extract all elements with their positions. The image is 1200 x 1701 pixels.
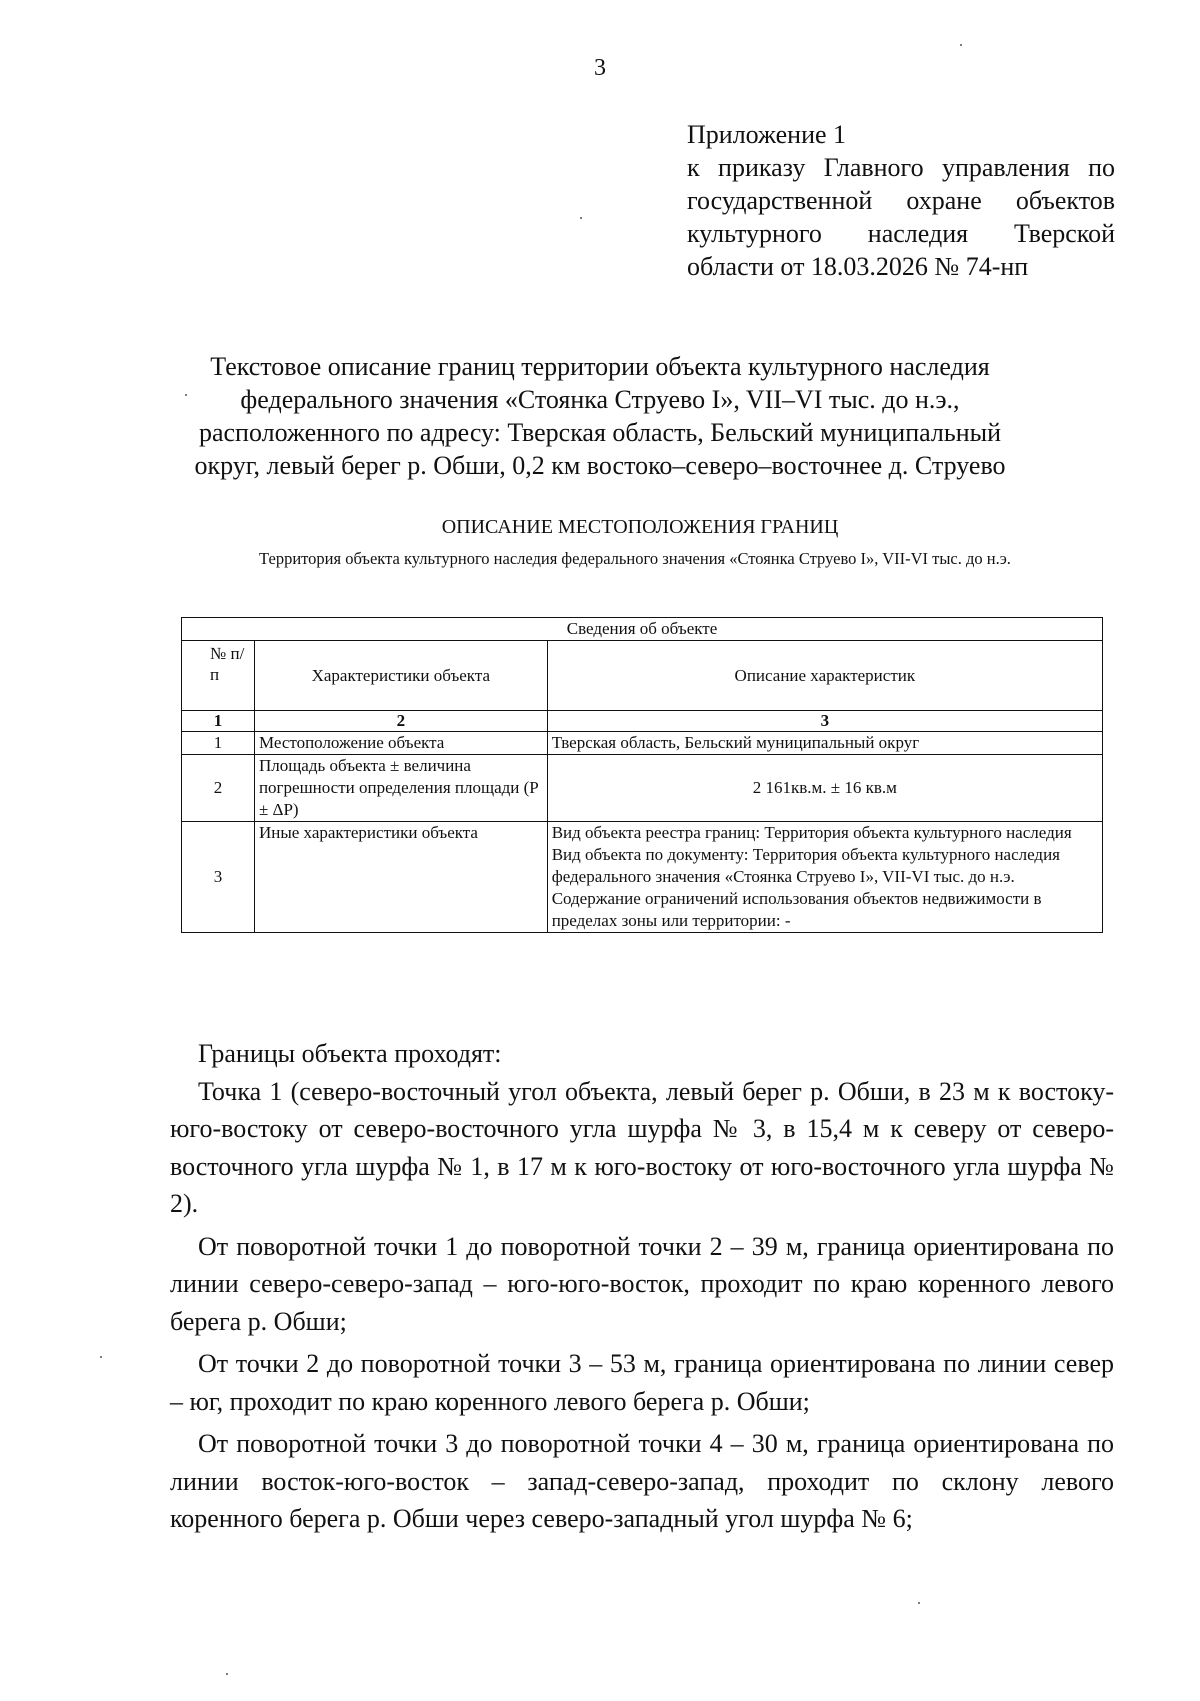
document-title-line: расположенного по адресу: Тверская область, Бельский муниципальный bbox=[198, 418, 1002, 447]
header-description: Описание характеристик bbox=[547, 641, 1102, 711]
row-number: 3 bbox=[182, 822, 255, 933]
scan-speck bbox=[226, 1673, 228, 1675]
row-characteristic: Местоположение объекта bbox=[254, 732, 547, 755]
column-number: 1 bbox=[182, 711, 255, 732]
document-title-line: федерального значения «Стоянка Струево I», VII–VI тыс. до н.э., bbox=[240, 385, 960, 414]
row-description bbox=[547, 822, 1102, 933]
page-number: 3 bbox=[594, 55, 606, 81]
scan-speck bbox=[918, 1602, 920, 1604]
document-title-line: Текстовое описание границ территории объекта культурного наследия bbox=[210, 352, 990, 381]
scan-speck bbox=[185, 394, 187, 396]
document-title bbox=[140, 350, 1060, 482]
row-description: Тверская область, Бельский муниципальный округ bbox=[547, 732, 1102, 755]
section-heading: ОПИСАНИЕ МЕСТОПОЛОЖЕНИЯ ГРАНИЦ bbox=[441, 516, 839, 538]
body-paragraph: От поворотной точки 1 до поворотной точки 2 – 39 м, граница ориентирована по линии северо-северо-запад – юго-юго-восток, проходит по краю коренного левого берега р. Обши; bbox=[170, 1231, 1114, 1336]
table-header-row bbox=[182, 641, 1103, 711]
row-number: 1 bbox=[182, 732, 255, 755]
row-number: 2 bbox=[182, 755, 255, 822]
table-caption-row bbox=[182, 618, 1103, 641]
document-title-line: округ, левый берег р. Обши, 0,2 км востоко–северо–восточнее д. Струево bbox=[194, 451, 1006, 480]
column-number-row bbox=[182, 711, 1103, 732]
table-caption: Сведения об объекте bbox=[182, 618, 1103, 641]
row-characteristic: Иные характеристики объекта bbox=[254, 822, 547, 933]
body-paragraph: От точки 2 до поворотной точки 3 – 53 м, граница ориентирована по линии север – юг, проходит по краю коренного левого берега р. Обши; bbox=[170, 1349, 1114, 1416]
body-paragraph: Точка 1 (северо-восточный угол объекта, левый берег р. Обши, в 23 м к востоку-юго-востоку от северо-восточного угла шурфа № 3, в 15,4 м к северу от северо-восточного угла шурфа № 1, в 17 м к юго-востоку от юго-восточного угла шурфа № 2). bbox=[170, 1076, 1114, 1218]
object-info-table bbox=[181, 617, 1103, 933]
body-text bbox=[170, 1035, 1114, 1538]
section-subheading: Территория объекта культурного наследия федерального значения «Стоянка Струево I», VII-VI тыс. до н.э. bbox=[259, 549, 1011, 568]
header-characteristics: Характеристики объекта bbox=[254, 641, 547, 711]
appendix-line: государственной охране объектов bbox=[687, 186, 1115, 215]
header-number: № п/ п bbox=[182, 641, 255, 711]
table-row bbox=[182, 732, 1103, 755]
scan-speck bbox=[960, 44, 962, 46]
column-number: 3 bbox=[547, 711, 1102, 732]
body-paragraph: От поворотной точки 3 до поворотной точки 4 – 30 м, граница ориентирована по линии восток-юго-восток – запад-северо-запад, проходит по склону левого коренного берега р. Обши через северо-западный угол шурфа № 6; bbox=[170, 1429, 1114, 1533]
appendix-line: к приказу Главного управления по bbox=[687, 153, 1115, 182]
row-characteristic: Площадь объекта ± величина погрешности определения площади (Р ± ΔР) bbox=[254, 755, 547, 822]
table-row bbox=[182, 755, 1103, 822]
body-intro: Границы объекта проходят: bbox=[198, 1039, 502, 1068]
scan-speck bbox=[100, 1356, 102, 1358]
appendix-block bbox=[687, 118, 1115, 283]
row-description-line: Вид объекта по документу: Территория объекта культурного наследия федерального значения «Стоянка Струево I», VII-VI тыс. до н.э. bbox=[551, 845, 1061, 886]
row-description: 2 161кв.м. ± 16 кв.м bbox=[547, 755, 1102, 822]
row-description-line: Содержание ограничений использования объектов недвижимости в пределах зоны или территории: - bbox=[551, 889, 1042, 930]
scan-speck bbox=[580, 217, 582, 219]
table-row bbox=[182, 822, 1103, 933]
row-description-line: Вид объекта реестра границ: Территория объекта культурного наследия bbox=[551, 823, 1072, 842]
appendix-title: Приложение 1 bbox=[687, 120, 847, 149]
column-number: 2 bbox=[254, 711, 547, 732]
appendix-line: области от 18.03.2026 № 74-нп bbox=[687, 252, 1029, 281]
appendix-line: культурного наследия Тверской bbox=[687, 219, 1115, 248]
